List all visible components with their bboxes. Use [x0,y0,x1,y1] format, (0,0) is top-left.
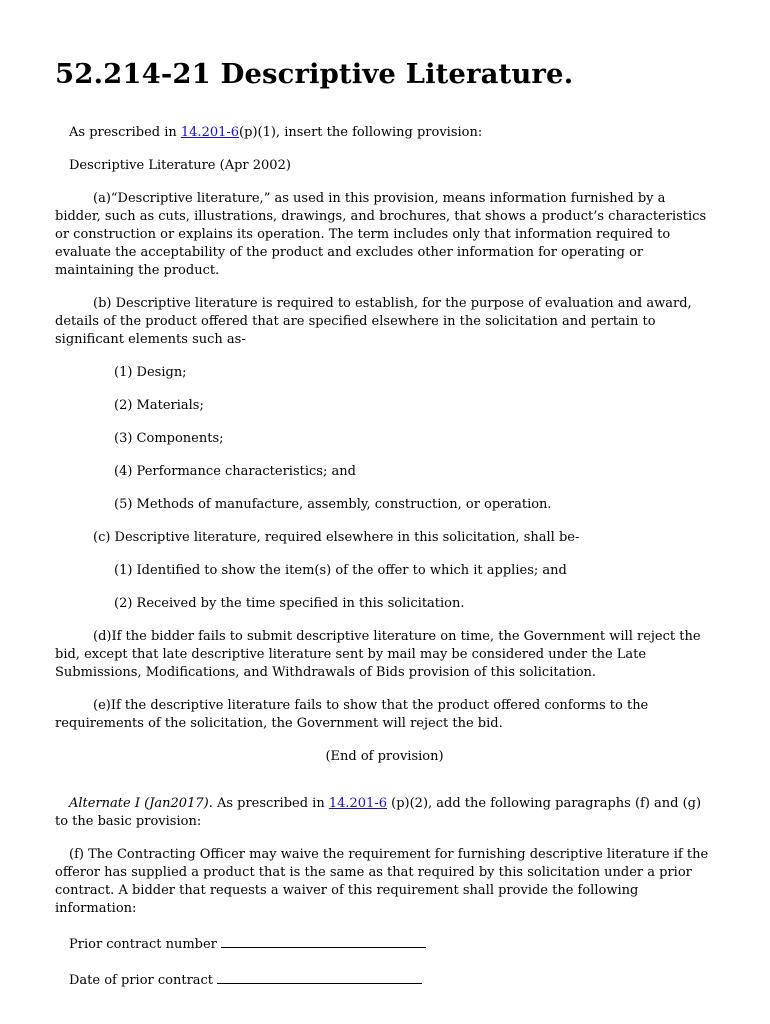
alternate-name: Alternate I (Jan2017) [69,796,209,811]
paragraph-a: (a)“Descriptive literature,” as used in this provision, means information furnished by a bidder, such as cuts, illustrations, drawings, and brochures, that shows a product’s characteristics or construction or explains its operation. The term includes only that information required to evaluate the acceptability of the product and excludes other information for operating or maintaining the product. [55,191,707,278]
alternate-suffix: (p)(2), add the following paragraphs (f) and (g) to the basic provision: [55,796,702,829]
intro-suffix: (p)(1), insert the following provision: [239,125,483,140]
intro-prefix: As prescribed in [69,125,181,140]
date-of-prior-contract-label: Date of prior contract [69,973,214,988]
provision-title: Descriptive Literature (Apr 2002) [69,158,291,173]
paragraph-b: (b) Descriptive literature is required to establish, for the purpose of evaluation and award, details of the product offered that are specified elsewhere in the solicitation and pertain to significant elements such as- [55,296,692,347]
paragraph-d: (d)If the bidder fails to submit descriptive literature on time, the Government will reject the bid, except that late descriptive literature sent by mail may be considered under the Late Submissions, Modifications, and Withdrawals of Bids provision of this solicitation. [55,629,701,680]
c-item-identified: (1) Identified to show the item(s) of the offer to which it applies; and [114,563,567,578]
b-item-materials: (2) Materials; [114,398,204,413]
intro-paragraph [55,124,714,142]
reference-link-14-201-6-alt[interactable]: 14.201-6 [328,796,387,811]
prior-contract-number-label: Prior contract number [69,937,217,952]
prior-contract-number-blank[interactable] [221,933,426,948]
end-of-provision: (End of provision) [325,749,444,764]
b-item-design: (1) Design; [114,365,187,380]
c-item-received: (2) Received by the time specified in this solicitation. [114,596,465,611]
page-title: 52.214-21 Descriptive Literature. [55,58,574,90]
b-item-components: (3) Components; [114,431,224,446]
reference-link-14-201-6[interactable]: 14.201-6 [180,125,240,140]
prior-contract-number-row [55,933,714,954]
date-of-prior-contract-blank[interactable] [217,969,422,984]
paragraph-c: (c) Descriptive literature, required elsewhere in this solicitation, shall be- [93,530,580,545]
date-of-prior-contract-row [55,969,714,990]
alternate-paragraph [55,795,714,831]
paragraph-f: (f) The Contracting Officer may waive the requirement for furnishing descriptive literature if the offeror has supplied a product that is the same as that required by this solicitation under a prior contract. A bidder that requests a waiver of this requirement shall provide the following information: [55,847,709,916]
alternate-prefix: . As prescribed in [208,796,329,811]
b-item-methods: (5) Methods of manufacture, assembly, construction, or operation. [114,497,552,512]
b-item-performance: (4) Performance characteristics; and [114,464,356,479]
paragraph-e: (e)If the descriptive literature fails to show that the product offered conforms to the requirements of the solicitation, the Government will reject the bid. [55,698,649,731]
